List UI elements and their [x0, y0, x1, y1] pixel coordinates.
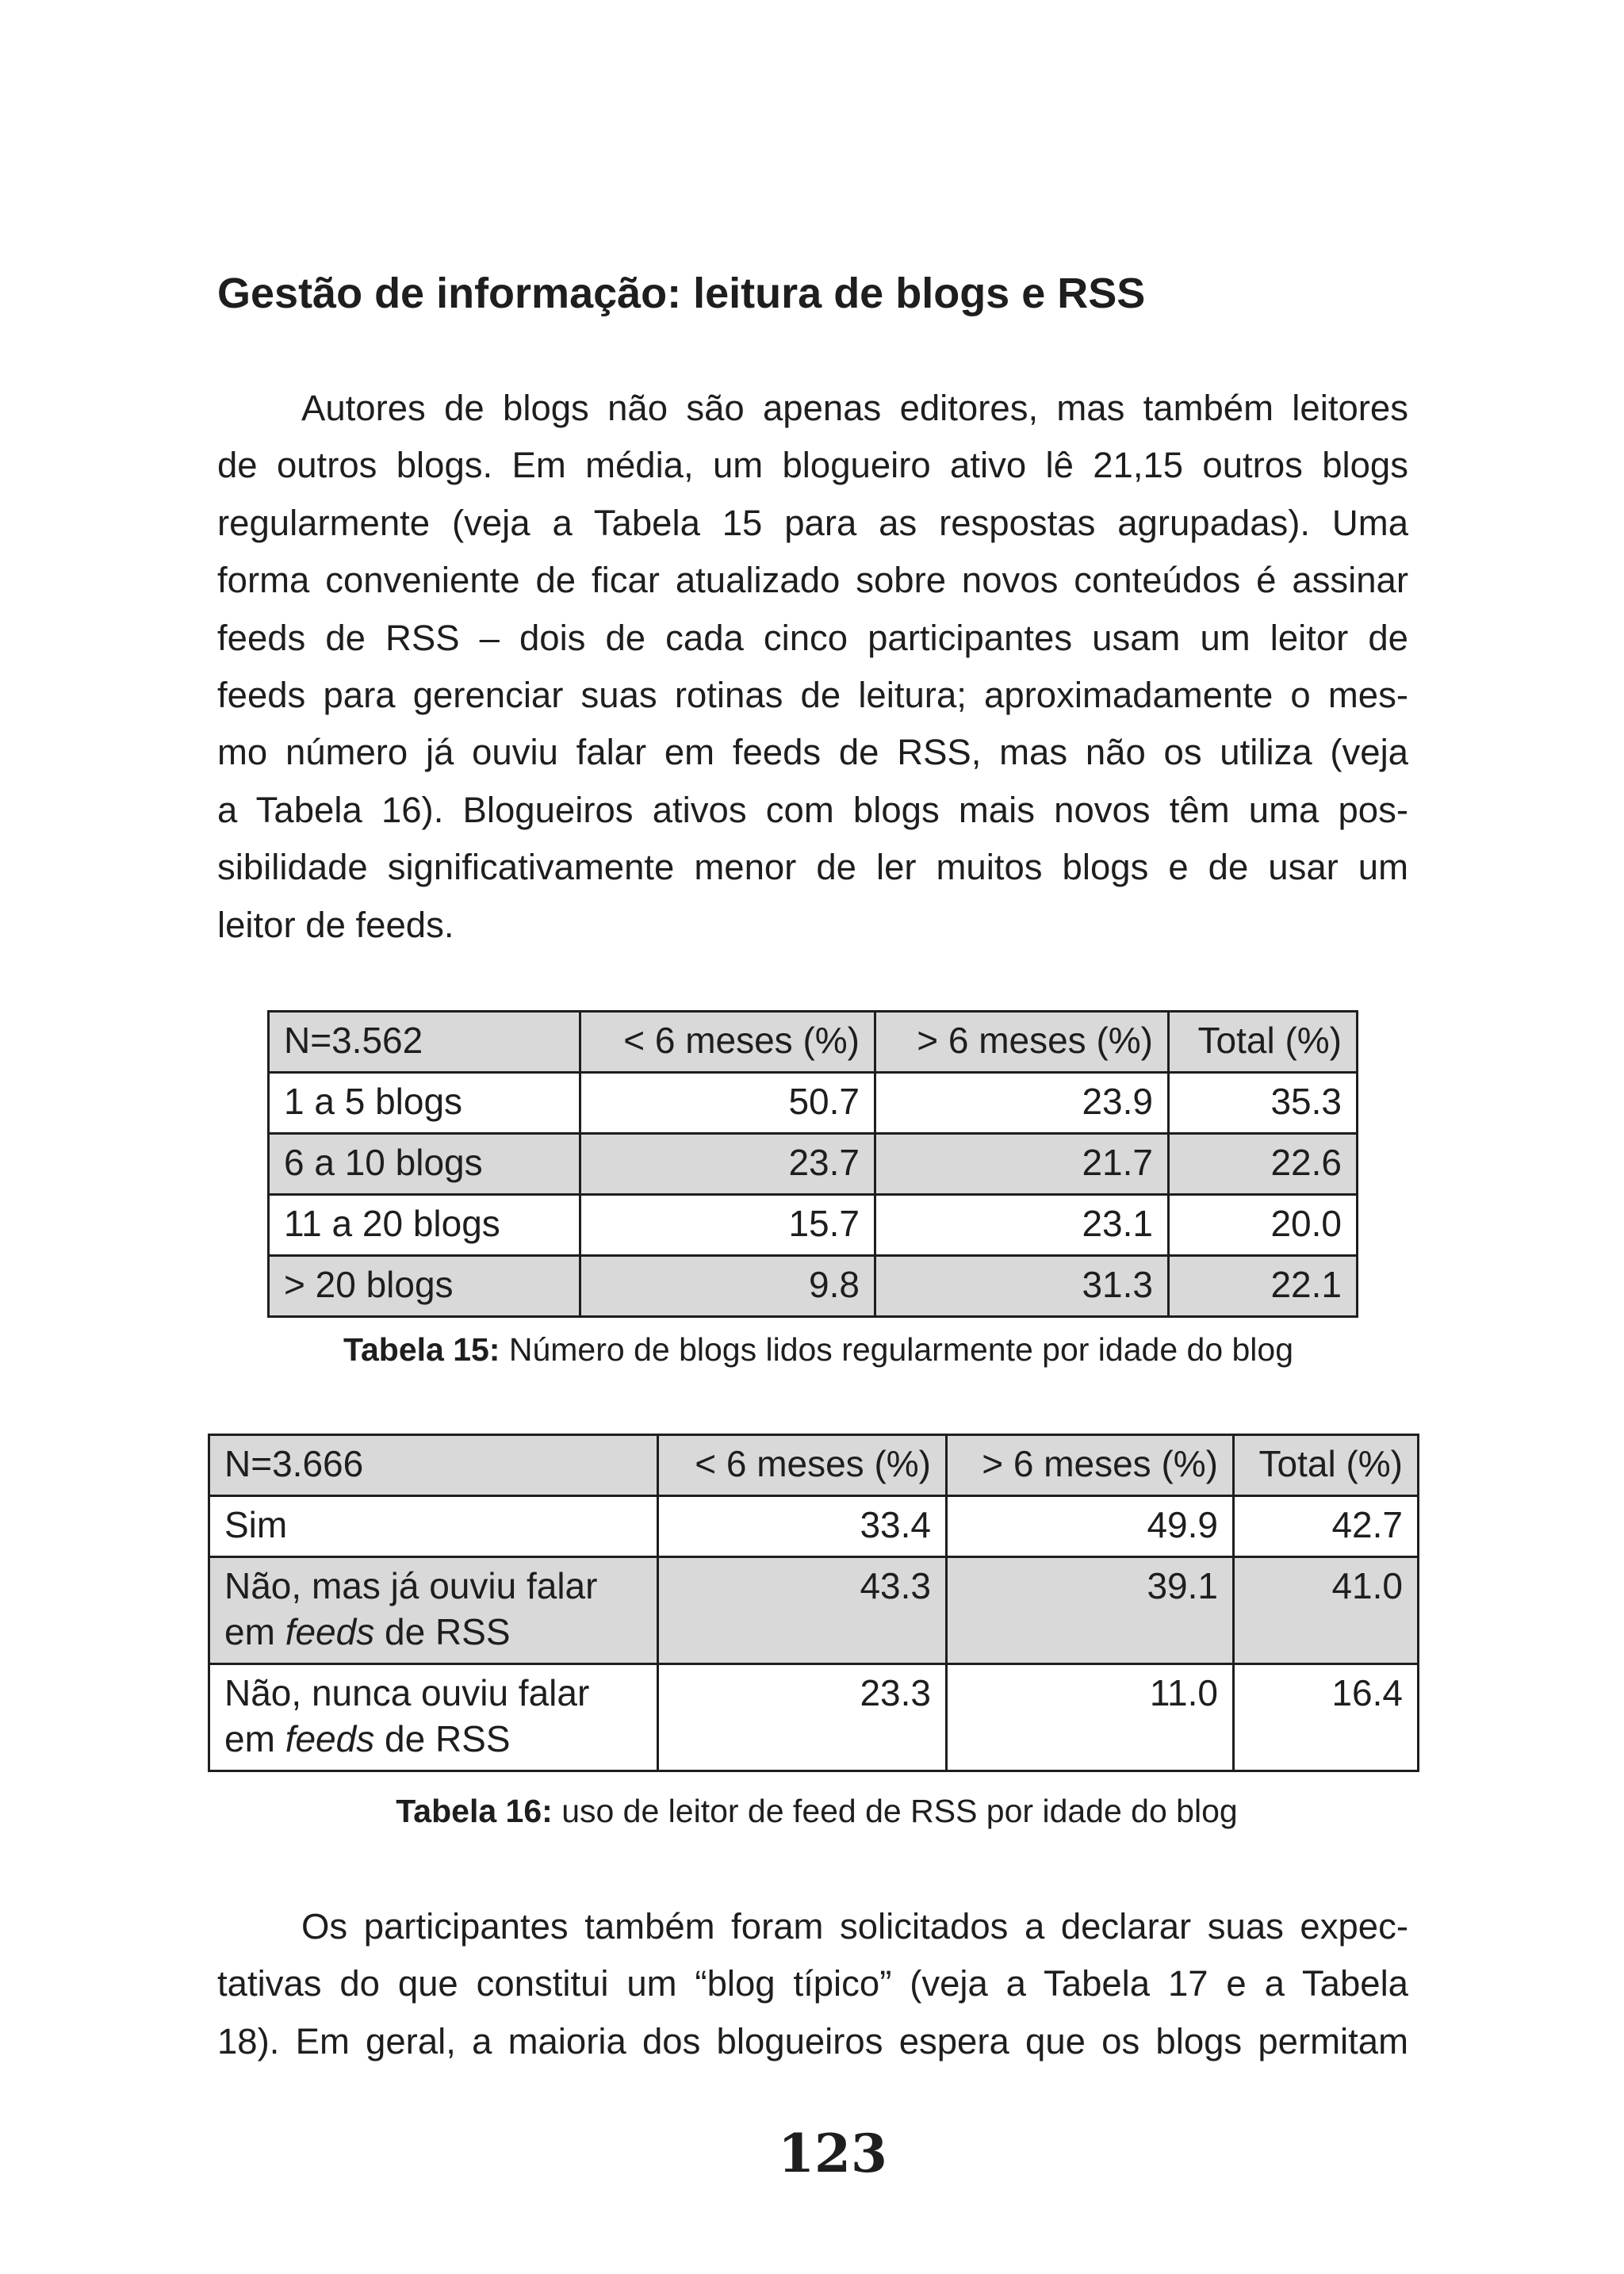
table-cell: 20.0	[1169, 1195, 1358, 1256]
table-header-row	[209, 1435, 1419, 1496]
row-label: 6 a 10 blogs	[269, 1134, 580, 1195]
header-cell: N=3.666	[209, 1435, 658, 1496]
table-row	[209, 1496, 1419, 1557]
row-label: 11 a 20 blogs	[269, 1195, 580, 1256]
header-cell: Total (%)	[1234, 1435, 1419, 1496]
paragraph-line: a Tabela 16). Blogueiros ativos com blogs mais novos têm uma pos-	[217, 789, 1408, 830]
body-paragraph-2	[217, 1898, 1408, 2070]
paragraph-line: de outros blogs. Em média, um blogueiro ativo lê 21,15 outros blogs	[217, 445, 1408, 486]
table-cell: 21.7	[875, 1134, 1169, 1195]
table-cell: 49.9	[947, 1496, 1234, 1557]
paragraph-line: mo número já ouviu falar em feeds de RSS, mas não os utiliza (veja	[217, 732, 1408, 773]
table-row	[269, 1134, 1358, 1195]
table-cell: 22.6	[1169, 1134, 1358, 1195]
table-cell: 9.8	[580, 1256, 875, 1317]
row-label: 1 a 5 blogs	[269, 1073, 580, 1134]
table-cell: 41.0	[1234, 1557, 1419, 1664]
row-label-line-1: Não, nunca ouviu falar	[224, 1672, 590, 1713]
table-cell: 11.0	[947, 1664, 1234, 1771]
table-cell: 42.7	[1234, 1496, 1419, 1557]
row-label	[209, 1557, 658, 1664]
row-label-feeds: feeds	[285, 1611, 375, 1652]
row-label	[209, 1664, 658, 1771]
header-cell: < 6 meses (%)	[580, 1012, 875, 1073]
table-15-caption	[6, 1329, 1624, 1370]
table-row	[209, 1664, 1419, 1771]
table-16-caption	[5, 1790, 1624, 1832]
caption-label: Tabela 15:	[343, 1331, 500, 1368]
row-label-feeds: feeds	[285, 1718, 375, 1759]
paragraph-line: Os participantes também foram solicitados a declarar suas expec-	[301, 1906, 1408, 1947]
header-cell: Total (%)	[1169, 1012, 1358, 1073]
table-header-row	[269, 1012, 1358, 1073]
table-cell: 15.7	[580, 1195, 875, 1256]
paragraph-line: feeds para gerenciar suas rotinas de leitura; aproximadamente o mes-	[217, 675, 1408, 716]
paragraph-line: forma conveniente de ficar atualizado sobre novos conteúdos é assinar	[217, 560, 1408, 601]
row-label-prefix: em	[224, 1718, 285, 1759]
section-heading: Gestão de informação: leitura de blogs e RSS	[217, 270, 1146, 317]
row-label: Sim	[209, 1496, 658, 1557]
table-cell: 39.1	[947, 1557, 1234, 1664]
row-label-suffix: de RSS	[374, 1611, 511, 1652]
page-number: 123	[778, 2123, 887, 2184]
header-cell: N=3.562	[269, 1012, 580, 1073]
caption-text: Número de blogs lidos regularmente por idade do blog	[500, 1331, 1294, 1368]
table-row	[269, 1256, 1358, 1317]
row-label-line-1: Não, mas já ouviu falar	[224, 1565, 598, 1606]
paragraph-line: Autores de blogs não são apenas editores, mas também leitores	[301, 388, 1408, 428]
caption-label: Tabela 16:	[396, 1793, 553, 1829]
table-cell: 35.3	[1169, 1073, 1358, 1134]
table-cell: 50.7	[580, 1073, 875, 1134]
table-row	[209, 1557, 1419, 1664]
header-cell: > 6 meses (%)	[875, 1012, 1169, 1073]
paragraph-line: sibilidade significativamente menor de ler muitos blogs e de usar um	[217, 847, 1408, 888]
paragraph-line: tativas do que constitui um “blog típico” (veja a Tabela 17 e a Tabela	[217, 1963, 1408, 2004]
paragraph-line: 18). Em geral, a maioria dos blogueiros espera que os blogs permitam	[217, 2020, 1408, 2062]
paragraph-line: feeds de RSS – dois de cada cinco participantes usam um leitor de	[217, 617, 1408, 658]
table-cell: 22.1	[1169, 1256, 1358, 1317]
paragraph-line: regularmente (veja a Tabela 15 para as respostas agrupadas). Uma	[217, 502, 1408, 543]
table-cell: 31.3	[875, 1256, 1169, 1317]
table-cell: 23.3	[658, 1664, 947, 1771]
row-label: > 20 blogs	[269, 1256, 580, 1317]
body-paragraph-1	[217, 380, 1408, 954]
table-cell: 43.3	[658, 1557, 947, 1664]
row-label-prefix: em	[224, 1611, 285, 1652]
table-cell: 23.9	[875, 1073, 1169, 1134]
header-cell: < 6 meses (%)	[658, 1435, 947, 1496]
table-16	[208, 1434, 1419, 1772]
row-label-suffix: de RSS	[374, 1718, 511, 1759]
paragraph-line: leitor de feeds.	[217, 904, 454, 945]
table-cell: 16.4	[1234, 1664, 1419, 1771]
table-15	[267, 1010, 1358, 1318]
table-row	[269, 1195, 1358, 1256]
table-cell: 33.4	[658, 1496, 947, 1557]
table-row	[269, 1073, 1358, 1134]
caption-text: uso de leitor de feed de RSS por idade do blog	[552, 1793, 1238, 1829]
table-cell: 23.7	[580, 1134, 875, 1195]
table-cell: 23.1	[875, 1195, 1169, 1256]
header-cell: > 6 meses (%)	[947, 1435, 1234, 1496]
